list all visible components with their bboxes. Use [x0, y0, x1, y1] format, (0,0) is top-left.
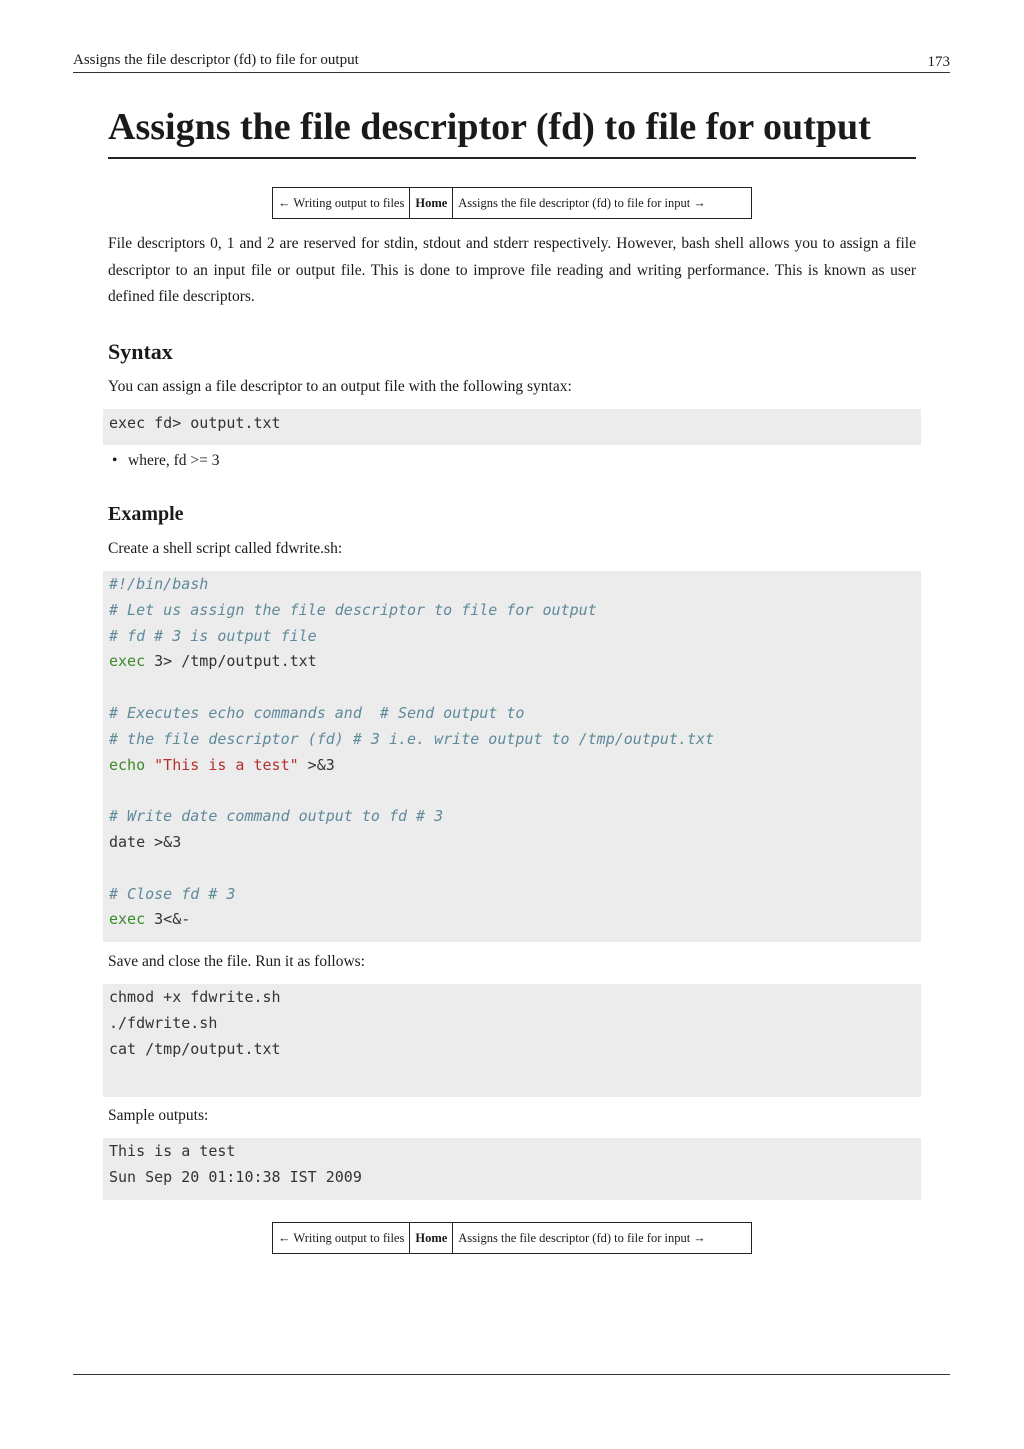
code-line: ./fdwrite.sh: [109, 1013, 218, 1032]
footer-rule: [73, 1374, 950, 1375]
code-line: [109, 907, 915, 933]
code-line: [109, 856, 915, 882]
run-text: Save and close the file. Run it as follows:: [108, 953, 365, 970]
sample-text: Sample outputs:: [108, 1107, 209, 1124]
code-token: exec: [109, 910, 146, 929]
running-header: [73, 50, 950, 73]
bullet-icon: •: [112, 452, 118, 469]
code-line: exec fd> output.txt: [109, 414, 281, 432]
code-line: [109, 778, 915, 804]
code-line: [109, 649, 915, 675]
code-line: [109, 882, 915, 908]
syntax-text: You can assign a file descriptor to an output file with the following syntax:: [108, 378, 572, 395]
running-title: Assigns the file descriptor (fd) to file for output: [73, 52, 359, 68]
code-token: exec: [109, 652, 146, 671]
nav-box-top: [272, 187, 752, 219]
next-page-link[interactable]: Assigns the file descriptor (fd) to file for input →: [458, 1231, 706, 1245]
next-page-link[interactable]: Assigns the file descriptor (fd) to file for input →: [458, 196, 706, 210]
bullet-list: [112, 452, 220, 470]
code-line: This is a test: [109, 1142, 236, 1160]
code-token: # Write date command output to fd # 3: [109, 807, 444, 826]
page-number: 173: [927, 54, 950, 70]
syntax-heading: Syntax: [108, 339, 173, 364]
code-line: cat /tmp/output.txt: [109, 1039, 281, 1058]
prev-page-link[interactable]: ← Writing output to files: [273, 1223, 410, 1253]
code-line: [109, 753, 915, 779]
code-token: # fd # 3 is output file: [109, 626, 317, 645]
code-token: # Let us assign the file descriptor to file for output: [109, 600, 597, 619]
code-token: # Close fd # 3: [109, 884, 236, 903]
nav-box-bottom: [272, 1222, 752, 1254]
code-line: Sun Sep 20 01:10:38 IST 2009: [109, 1167, 362, 1186]
code-line: [109, 675, 915, 701]
run-code-block: [103, 984, 921, 1097]
intro-paragraph: File descriptors 0, 1 and 2 are reserved for stdin, stdout and stderr respectively. However, bash shell allows you to assign a file descriptor to an input file or output file. This is done to improve file reading and writing performance. This is known as user defined file descriptors.: [108, 235, 916, 305]
home-link[interactable]: Home: [410, 188, 453, 218]
code-token: 3<&-: [145, 910, 191, 929]
list-item: [112, 452, 220, 470]
code-line: chmod +x fdwrite.sh: [109, 988, 281, 1006]
code-line: [109, 624, 915, 650]
code-line: [109, 701, 915, 727]
code-line: [109, 598, 915, 624]
code-token: date >&3: [109, 832, 182, 851]
code-token: [145, 756, 154, 774]
syntax-code-block: [103, 409, 921, 445]
code-line: [109, 804, 915, 830]
code-token: >&3: [298, 755, 335, 774]
example-heading: Example: [108, 503, 184, 525]
code-token: #!/bin/bash: [109, 575, 209, 593]
sample-output-block: [103, 1138, 921, 1200]
home-link[interactable]: Home: [410, 1223, 453, 1253]
code-line: [109, 572, 915, 598]
page-title: Assigns the file descriptor (fd) to file for output: [108, 104, 916, 159]
code-line: [109, 830, 915, 856]
prev-page-link[interactable]: ← Writing output to files: [273, 188, 410, 218]
script-code-block: [103, 571, 921, 942]
code-token: # Executes echo commands and # Send output to: [109, 703, 525, 722]
code-token: 3> /tmp/output.txt: [145, 652, 317, 671]
code-token: # the file descriptor (fd) # 3 i.e. write output to /tmp/output.txt: [109, 729, 715, 748]
code-token: echo: [109, 755, 146, 774]
example-text: Create a shell script called fdwrite.sh:: [108, 540, 343, 557]
code-line: [109, 727, 915, 753]
code-token: "This is a test": [154, 755, 299, 774]
bullet-text: where, fd >= 3: [128, 452, 220, 469]
